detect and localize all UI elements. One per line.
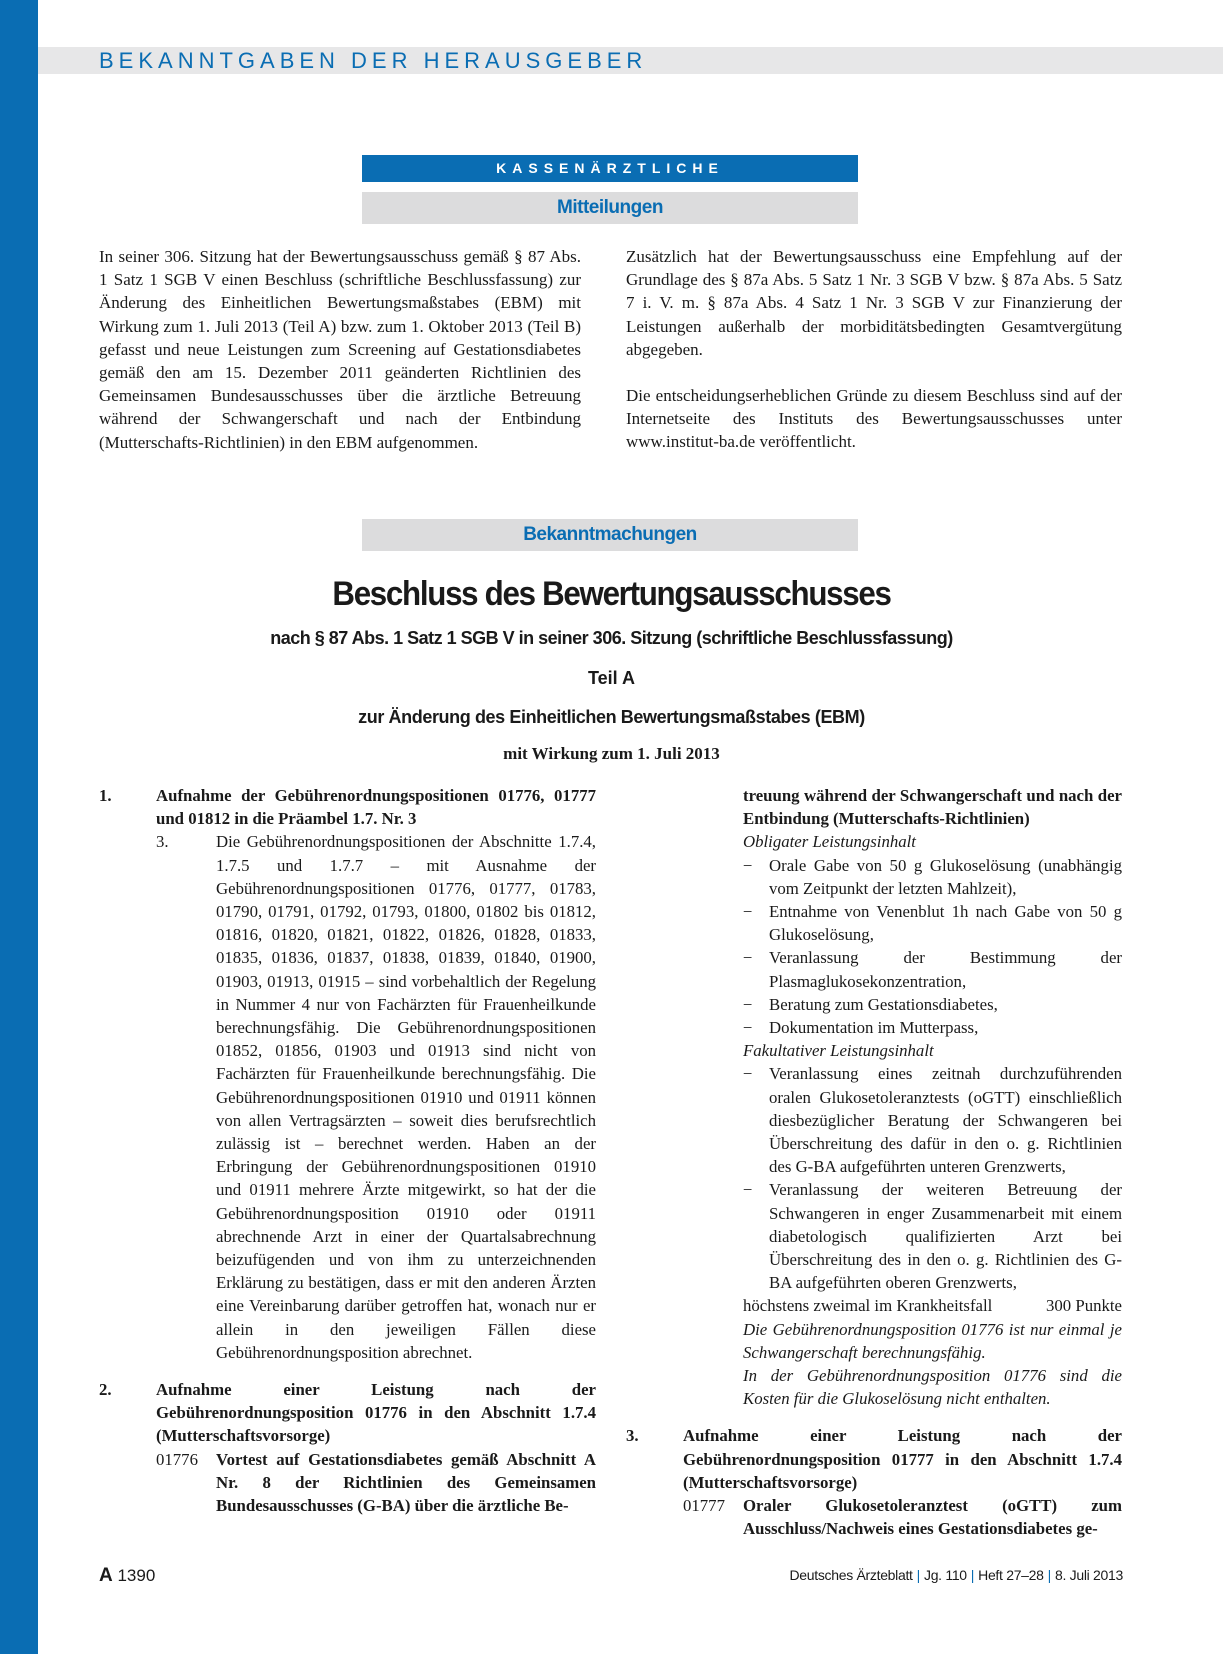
note: Die Gebührenordnungsposition 01776 ist nur einmal je Schwangerschaft berechnungsfähig. [743, 1319, 1122, 1362]
body-right-column [626, 784, 1122, 1541]
intro-paragraph: Zusätzlich hat der Bewertungsausschuss eine Empfehlung auf der Grundlage des § 87a Abs. 5 Satz 1 Nr. 3 SGB V bzw. § 87a Abs. 5 Satz 7 i. V. m. § 87a Abs. 4 Satz 1 Nr. 3 SGB V zur Finanzierung der Leistungen außerhalb der morbiditätsbedingten Gesamtvergütung abgegeben. [626, 247, 1122, 359]
page-number-value: 1390 [117, 1566, 156, 1585]
intro-paragraph: Die entscheidungserheblichen Gründe zu diesem Beschluss sind auf der Internetseite des Instituts des Bewertungsausschusses unter www.institut-ba.de veröffentlicht. [626, 386, 1122, 452]
frequency-line [743, 1294, 1122, 1317]
bullet-item: − Entnahme von Venenblut 1h nach Gabe von 50 g Glukoselösung, [743, 902, 1122, 945]
gop-title: Vortest auf Gestationsdiabetes gemäß Abschnitt A Nr. 8 der Richtlinien des Gemeinsamen Bundesausschusses (G-BA) über die ärztliche Be- [216, 1449, 596, 1516]
bullet-item: − Beratung zum Gestationsdiabetes, [743, 994, 998, 1014]
section-title: BEKANNTGABEN DER HERAUSGEBER [99, 48, 648, 73]
optional-content-label: Fakultativer Leistungsinhalt [743, 1041, 934, 1061]
section-heading [626, 1424, 1122, 1494]
section-heading-text: Aufnahme der Gebührenordnungspositionen 01776, 01777 und 01812 in die Präambel 1.7. Nr. 3 [156, 786, 596, 829]
points-value: 300 Punkte [1046, 1296, 1122, 1316]
journal-reference: Deutsches Ärzteblatt | Jg. 110 | Heft 27–28 | 8. Juli 2013 [789, 1567, 1123, 1583]
mitteilungen-banner: Mitteilungen [362, 192, 858, 224]
gop-number: 01777 [683, 1496, 725, 1516]
page-prefix: A [99, 1565, 113, 1586]
page-number [99, 1565, 155, 1587]
journal-issue: Heft 27–28 [978, 1567, 1044, 1583]
frequency-text: höchstens zweimal im Krankheitsfall [743, 1296, 993, 1316]
gop-entry [683, 1494, 1122, 1540]
gop-entry [156, 1448, 596, 1518]
document-effective-date: mit Wirkung zum 1. Juli 2013 [503, 744, 720, 763]
obligatory-content-label: Obligater Leistungsinhalt [743, 832, 916, 852]
bullet-item: − Veranlassung der Bestimmung der Plasmaglukosekonzentration, [743, 948, 1122, 991]
note: In der Gebührenordnungsposition 01776 sind die Kosten für die Glukoselösung nicht enthalten. [743, 1366, 1122, 1409]
journal-name: Deutsches Ärzteblatt [789, 1567, 913, 1583]
subsection-number: 3. [156, 832, 169, 852]
bullet-item: − Orale Gabe von 50 g Glukoselösung (unabhängig vom Zeitpunkt der letzten Mahlzeit), [743, 855, 1122, 898]
document-subtitle: nach § 87 Abs. 1 Satz 1 SGB V in seiner 306. Sitzung (schriftliche Beschlussfassung) [270, 628, 953, 648]
intro-left-column [99, 245, 581, 454]
document-title: Beschluss des Bewertungsausschusses [332, 575, 891, 613]
section-heading-text: Aufnahme einer Leistung nach der Gebührenordnungsposition 01776 in den Abschnitt 1.7.4 (Mutterschaftsvorsorge) [156, 1380, 596, 1446]
body-left-column [99, 784, 596, 1517]
bullet-item: − Dokumentation im Mutterpass, [743, 1018, 979, 1038]
section-number: 3. [626, 1426, 639, 1446]
document-part: Teil A [587, 668, 635, 688]
journal-date: 8. Juli 2013 [1054, 1567, 1123, 1583]
gop-title: Oraler Glukosetoleranztest (oGTT) zum Ausschluss/Nachweis eines Gestationsdiabetes ge- [743, 1496, 1122, 1539]
bekanntmachungen-banner: Bekanntmachungen [362, 519, 858, 551]
section-heading [99, 784, 596, 830]
intro-right-column [626, 245, 1122, 454]
document-scope: zur Änderung des Einheitlichen Bewertungsmaßstabes (EBM) [358, 707, 865, 727]
section-heading [99, 1378, 596, 1448]
section-heading-text: Aufnahme einer Leistung nach der Gebührenordnungsposition 01777 in den Abschnitt 1.7.4 (Mutterschaftsvorsorge) [683, 1426, 1122, 1492]
journal-volume: Jg. 110 [924, 1567, 967, 1583]
organization-banner: KASSENÄRZTLICHE [362, 155, 858, 182]
gop-title-continued: treuung während der Schwangerschaft und nach der Entbindung (Mutterschafts-Richtlinien) [743, 786, 1122, 829]
gop-number: 01776 [156, 1449, 198, 1469]
sidebar-stripe [0, 0, 38, 1654]
bullet-item: − Veranlassung eines zeitnah durchzuführenden oralen Glukosetoleranztests (oGTT) einschließlich diesbezüglicher Beratung der Schwangeren bei Überschreitung des dafür in den o. g. Richtlinien des G-BA aufgeführten unteren Grenzwerts, [743, 1064, 1122, 1177]
subsection [156, 830, 596, 1364]
subsection-text: Die Gebührenordnungspositionen der Abschnitte 1.7.4, 1.7.5 und 1.7.7 – mit Ausnahme der Gebührenordnungspositionen 01776, 01777, 01783, 01790, 01791, 01792, 01793, 01800, 01802 bis 01812, 01816, 01820, 01821, 01822, 01826, 01828, 01833, 01835, 01836, 01837, 01838, 01839, 01840, 01900, 01903, 01913, 01915 – sind vorbehaltlich der Regelung in Nummer 4 nur von Fachärzten für Frauenheilkunde berechnungsfähig. Die Gebührenordnungspositionen 01852, 01856, 01903 und 01913 sind nicht von Fachärzten für Frauenheilkunde berechnungsfähig. Die Gebührenordnungspositionen 01910 und 01911 können von allen Vertragsärzten – soweit dies berufsrechtlich zulässig ist – berechnet werden. Haben an der Erbringung der Gebührenordnungspositionen 01910 und 01911 mehrere Ärzte mitgewirkt, so hat der die Gebührenordnungsposition 01910 oder 01911 abrechnende Arzt in einer der Quartalsabrechnung beizufügenden und von ihm zu unterzeichnenden Erklärung zu bestätigen, dass er mit den anderen Ärzten eine Vereinbarung darüber getroffen hat, wonach nur er allein in den jeweiligen Fällen diese Gebührenordnungsposition abrechnet. [216, 832, 596, 1362]
section-number: 1. [99, 786, 112, 805]
bullet-item: − Veranlassung der weiteren Betreuung der Schwangeren in enger Zusammenarbeit mit einem diabetologisch qualifizierten Arzt bei Überschreitung des in den o. g. Richtlinien des G-BA aufgeführten oberen Grenzwerts, [743, 1180, 1122, 1293]
section-number: 2. [99, 1380, 112, 1400]
intro-paragraph: In seiner 306. Sitzung hat der Bewertungsausschuss gemäß § 87 Abs. 1 Satz 1 SGB V einen Beschluss (schriftliche Beschlussfassung) zur Änderung des Einheitlichen Bewertungsmaßstabes (EBM) mit Wirkung zum 1. Juli 2013 (Teil A) bzw. zum 1. Oktober 2013 (Teil B) gefasst und neue Leistungen zum Screening auf Gestationsdiabetes gemäß den am 15. Dezember 2011 geänderten Richtlinien des Gemeinsamen Bundesausschusses über die ärztliche Betreuung während der Schwangerschaft und nach der Entbindung (Mutterschafts-Richtlinien) in den EBM aufgenommen. [99, 247, 581, 452]
